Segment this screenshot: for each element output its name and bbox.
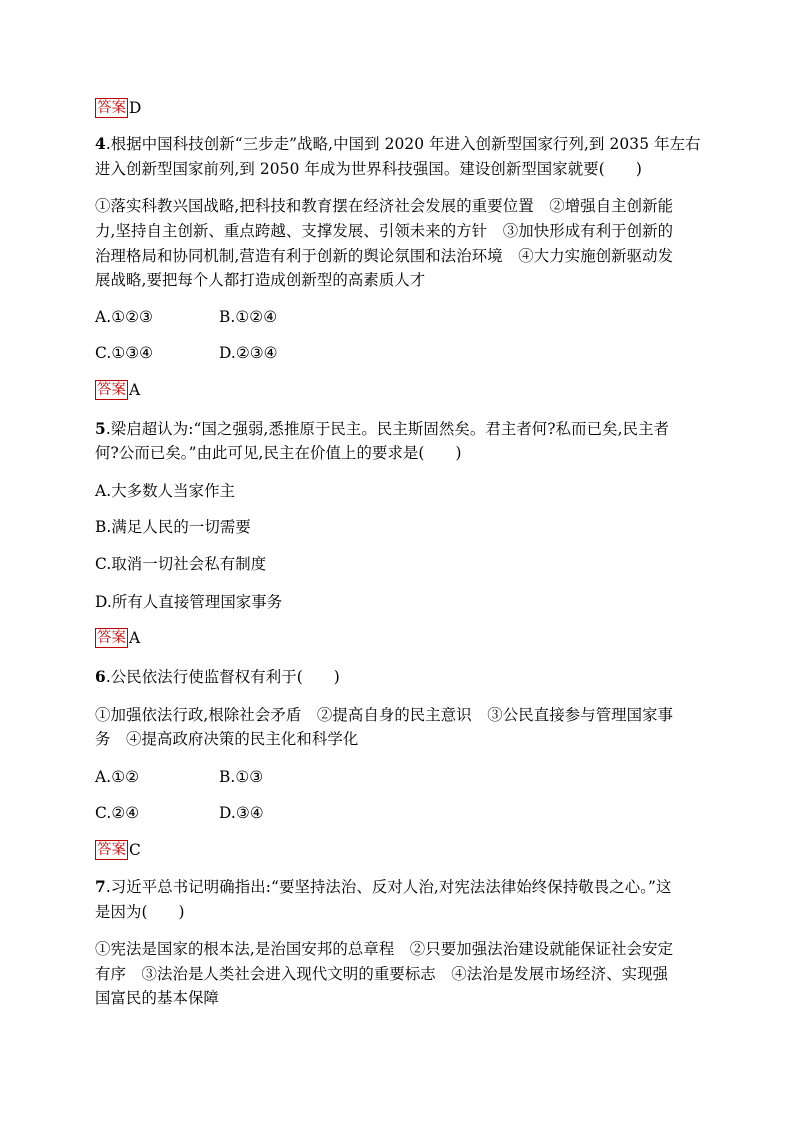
option-b: B.满足人民的一切需要	[95, 518, 251, 536]
question-4-statement-line: 力,坚持自主创新、重点跨越、支撑发展、引领未来的方针 ③加快形成有利于创新的	[95, 222, 674, 240]
question-4-options-row1	[95, 307, 278, 327]
option-a: A.①②③	[95, 308, 153, 326]
answer-value: C	[129, 841, 141, 859]
question-7-statement-line: 国富民的基本保障	[95, 989, 219, 1007]
question-7-statement-line: ①宪法是国家的根本法,是治国安邦的总章程 ②只要加强法治建设就能保证社会安定	[95, 940, 674, 958]
question-number: 6	[95, 668, 106, 686]
question-number: 5	[95, 420, 106, 438]
question-number: 4	[95, 135, 106, 153]
question-4-stem-line2: 进入创新型国家前列,到 2050 年成为世界科技强国。建设创新型国家就要( )	[95, 160, 642, 178]
question-5-stem-line2: 何?公而已矣。”由此可见,民主在价值上的要求是( )	[95, 444, 462, 462]
question-4-options-row2	[95, 343, 278, 363]
question-5-stem	[95, 419, 669, 439]
question-stem-text: .习近平总书记明确指出:“要坚持法治、反对人治,对宪法法律始终保持敬畏之心。”这	[105, 878, 672, 896]
question-stem-text: .公民依法行使监督权有利于( )	[105, 668, 340, 686]
question-6-statement-line: 务 ④提高政府决策的民主化和科学化	[95, 730, 359, 748]
question-6-options-row1	[95, 767, 264, 787]
answer-q3	[95, 97, 141, 119]
question-number: 7	[95, 878, 106, 896]
question-6-stem	[95, 667, 340, 687]
option-d: D.③④	[219, 804, 264, 822]
option-c: C.取消一切社会私有制度	[95, 555, 267, 573]
option-a: A.大多数人当家作主	[95, 482, 236, 500]
question-7-statement-line: 有序 ③法治是人类社会进入现代文明的重要标志 ④法治是发展市场经济、实现强	[95, 965, 669, 983]
answer-label: 答案	[97, 630, 126, 646]
question-4-statement-line: 展战略,要把每个人都打造成创新型的高素质人才	[95, 271, 426, 289]
option-b: B.①③	[219, 768, 264, 786]
question-7-stem-line2: 是因为( )	[95, 903, 185, 921]
answer-value: A	[129, 381, 141, 399]
answer-value: A	[129, 629, 141, 647]
question-stem-text: .梁启超认为:“国之强弱,悉推原于民主。民主斯固然矣。君主者何?私而已矣,民主者	[105, 420, 670, 438]
answer-q6	[95, 839, 141, 861]
question-4-statement-line: ①落实科教兴国战略,把科技和教育摆在经济社会发展的重要位置 ②增强自主创新能	[95, 197, 674, 215]
answer-q4	[95, 379, 140, 401]
answer-label: 答案	[97, 842, 126, 858]
answer-label: 答案	[97, 100, 126, 116]
option-b: B.①②④	[219, 308, 278, 326]
option-a: A.①②	[95, 768, 140, 786]
question-7-stem	[95, 877, 672, 897]
question-4-stem	[95, 134, 701, 154]
question-6-options-row2	[95, 803, 264, 823]
answer-q5	[95, 627, 140, 649]
question-4-statement-line: 治理格局和协同机制,营造有利于创新的舆论氛围和法治环境 ④大力实施创新驱动发	[95, 247, 674, 265]
option-c: C.②④	[95, 804, 140, 822]
option-d: D.所有人直接管理国家事务	[95, 593, 283, 611]
question-stem-text: .根据中国科技创新“三步走”战略,中国到 2020 年进入创新型国家行列,到 2035 年左右	[105, 135, 701, 153]
answer-value: D	[129, 99, 142, 117]
question-6-statement-line: ①加强依法行政,根除社会矛盾 ②提高自身的民主意识 ③公民直接参与管理国家事	[95, 706, 674, 724]
answer-label: 答案	[97, 382, 126, 398]
option-c: C.①③④	[95, 344, 154, 362]
option-d: D.②③④	[219, 344, 278, 362]
